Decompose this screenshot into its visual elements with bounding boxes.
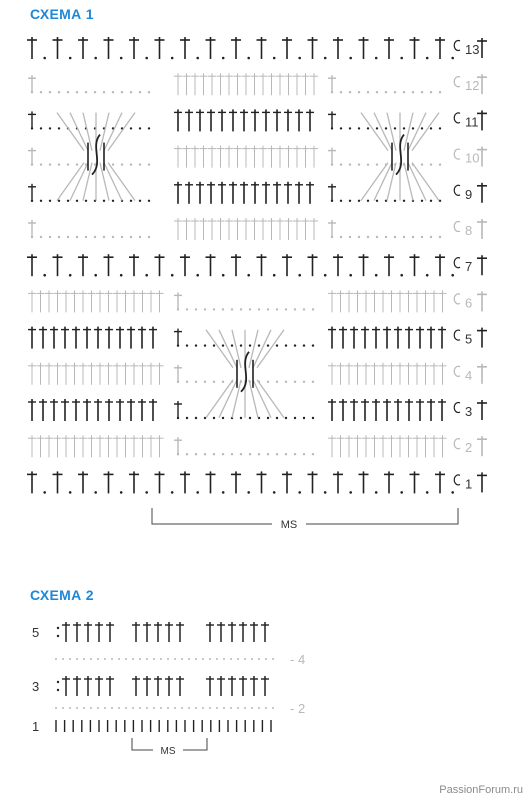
dc-stitch	[132, 676, 140, 696]
row-number-label: - 2	[290, 701, 306, 716]
dc-stitch	[73, 676, 81, 696]
scheme-2-row-3	[57, 676, 269, 696]
chain-dot	[69, 658, 71, 660]
dc-stitch	[62, 622, 70, 642]
chain-dot	[209, 707, 211, 709]
chain-dot	[104, 658, 106, 660]
chain-dot	[57, 689, 59, 691]
chain-dot	[55, 707, 57, 709]
chain-dot	[139, 707, 141, 709]
dc-stitch	[84, 676, 92, 696]
chain-dot	[76, 658, 78, 660]
dc-stitch	[250, 676, 258, 696]
chain-dot	[244, 658, 246, 660]
chain-dot	[265, 707, 267, 709]
row-number-label: 3	[32, 679, 40, 694]
chain-dot	[69, 707, 71, 709]
dc-stitch	[228, 676, 236, 696]
chain-dot	[132, 707, 134, 709]
chain-dot	[244, 707, 246, 709]
chain-dot	[258, 658, 260, 660]
scheme-1-title: СХЕМА 1	[30, 6, 94, 22]
chain-dot	[237, 658, 239, 660]
chain-dot	[104, 707, 106, 709]
dc-stitch	[239, 676, 247, 696]
row-number-label: 5	[32, 625, 40, 640]
row-number-label: 3	[465, 404, 473, 419]
dc-stitch	[154, 676, 162, 696]
row-number-label: 1	[465, 476, 473, 492]
dc-stitch	[106, 676, 114, 696]
chain-dot	[230, 658, 232, 660]
chain-dot	[174, 658, 176, 660]
dc-stitch	[73, 622, 81, 642]
chain-dot	[153, 707, 155, 709]
chain-dot	[111, 658, 113, 660]
chain-dot	[146, 707, 148, 709]
scheme-2-row-5	[57, 622, 269, 642]
chain-dot	[258, 707, 260, 709]
chain-dot	[223, 658, 225, 660]
chain-dot	[237, 707, 239, 709]
chain-dot	[111, 707, 113, 709]
dc-stitch	[239, 622, 247, 642]
chain-dot	[216, 658, 218, 660]
chain-dot	[195, 707, 197, 709]
chain-dot	[83, 658, 85, 660]
chain-dot	[118, 658, 120, 660]
dc-stitch	[84, 622, 92, 642]
dc-stitch	[95, 622, 103, 642]
chain-dot	[251, 658, 253, 660]
chain-dot	[97, 707, 99, 709]
row-number-label: - 4	[290, 652, 306, 667]
row-number-label: 13	[465, 42, 480, 57]
scheme-2-row-2	[55, 707, 274, 709]
chain-dot	[202, 658, 204, 660]
row-number-label: 12	[465, 78, 480, 94]
chain-dot	[167, 658, 169, 660]
row-number-label: 7	[465, 259, 473, 275]
dc-stitch	[132, 622, 140, 642]
chain-dot	[174, 707, 176, 709]
chain-dot	[57, 635, 59, 637]
chain-dot	[265, 658, 267, 660]
scheme-1-repeat-label: MS	[280, 519, 298, 531]
dc-stitch	[95, 676, 103, 696]
dc-stitch	[228, 622, 236, 642]
row-number-label: 11	[465, 114, 479, 130]
row-number-label: 9	[465, 186, 473, 202]
row-number-label: 1	[32, 719, 40, 734]
scheme-2-title: СХЕМА 2	[30, 587, 94, 603]
dc-stitch	[261, 676, 269, 696]
chain-dot	[251, 707, 253, 709]
chain-dot	[160, 658, 162, 660]
chain-dot	[90, 658, 92, 660]
chain-dot	[216, 707, 218, 709]
dc-stitch	[154, 622, 162, 642]
chain-dot	[62, 658, 64, 660]
scheme-2-repeat-label: MS	[160, 746, 176, 757]
chain-dot	[139, 658, 141, 660]
chain-dot	[188, 707, 190, 709]
row-number-label: 2	[465, 440, 473, 456]
dc-stitch	[62, 676, 70, 696]
chain-dot	[62, 707, 64, 709]
chain-dot	[223, 707, 225, 709]
chain-dot	[118, 707, 120, 709]
dc-stitch	[176, 622, 184, 642]
chain-dot	[125, 707, 127, 709]
scheme-2-grid	[55, 622, 274, 732]
dc-stitch	[217, 676, 225, 696]
scheme-2-row-1	[56, 720, 271, 732]
dc-stitch	[165, 676, 173, 696]
chain-dot	[272, 658, 274, 660]
scheme-2-row-4	[55, 658, 274, 660]
chain-dot	[97, 658, 99, 660]
chain-dot	[188, 658, 190, 660]
chain-dot	[195, 658, 197, 660]
dc-stitch	[217, 622, 225, 642]
dc-stitch	[261, 622, 269, 642]
chain-dot	[167, 707, 169, 709]
chain-dot	[125, 658, 127, 660]
dc-stitch	[143, 622, 151, 642]
chain-dot	[55, 658, 57, 660]
chain-dot	[153, 658, 155, 660]
watermark-text: PassionForum.ru	[439, 784, 523, 796]
chain-dot	[76, 707, 78, 709]
chain-dot	[181, 707, 183, 709]
dc-stitch	[165, 622, 173, 642]
chain-dot	[146, 658, 148, 660]
row-number-label: 8	[465, 223, 473, 238]
chain-dot	[160, 707, 162, 709]
dc-stitch	[106, 622, 114, 642]
row-number-label: 4	[465, 367, 473, 383]
dc-stitch	[176, 676, 184, 696]
chain-dot	[132, 658, 134, 660]
row-number-label: 5	[465, 331, 473, 347]
chain-dot	[57, 681, 59, 683]
chain-dot	[209, 658, 211, 660]
row-number-label: 6	[465, 295, 473, 311]
chain-dot	[90, 707, 92, 709]
dc-stitch	[143, 676, 151, 696]
dc-stitch	[206, 622, 214, 642]
chain-dot	[272, 707, 274, 709]
chain-dot	[57, 627, 59, 629]
chain-dot	[181, 658, 183, 660]
chain-dot	[83, 707, 85, 709]
chain-dot	[230, 707, 232, 709]
dc-stitch	[250, 622, 258, 642]
chain-dot	[202, 707, 204, 709]
row-number-label: 10	[465, 150, 480, 166]
dc-stitch	[206, 676, 214, 696]
